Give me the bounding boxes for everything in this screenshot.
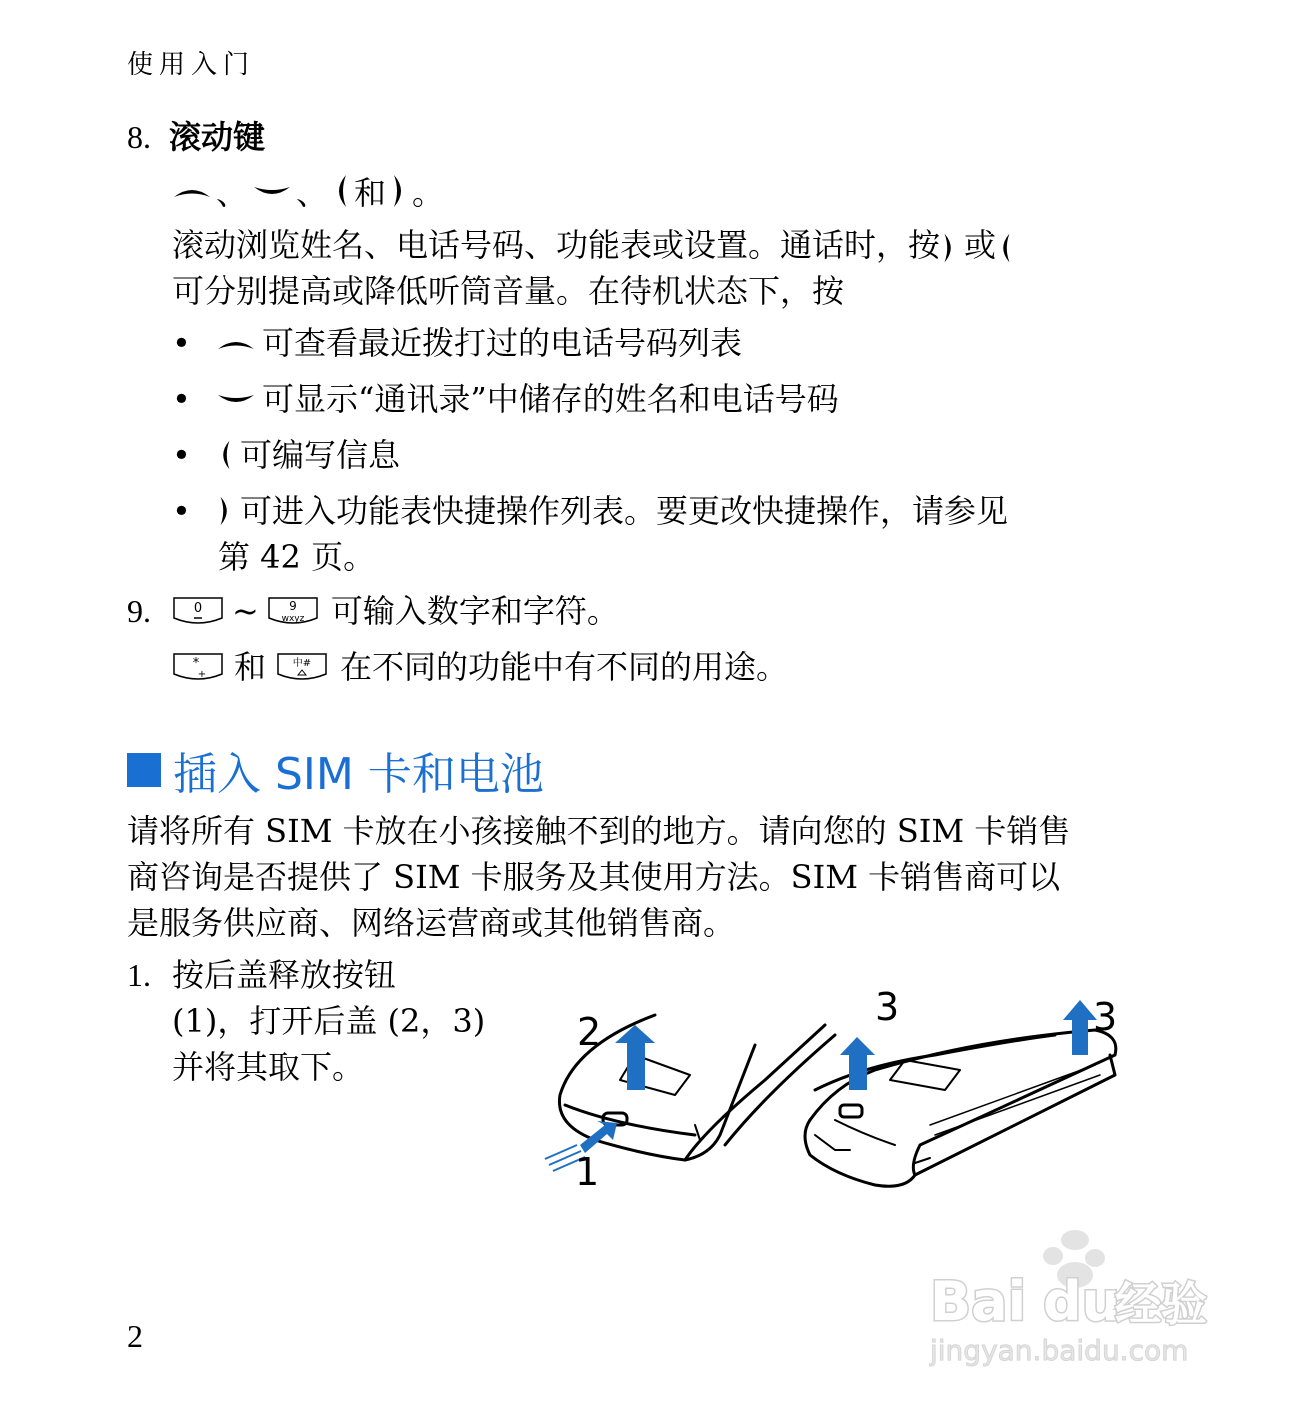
scroll-right-key-icon	[390, 173, 408, 209]
list-item-continuation: 第 42 页。	[218, 538, 376, 576]
heading-square-icon	[127, 753, 161, 787]
section-9-number: 9.	[127, 593, 151, 629]
intro-line: 是服务供应商、网络运营商或其他销售商。	[127, 904, 736, 942]
scroll-up-key-icon	[172, 181, 212, 201]
section-9-line-1: 9. 0 ~ 9 wxyz 可输入数字和字符。	[127, 588, 619, 634]
key-star-label: *	[192, 656, 200, 671]
step-1-number: 1.	[127, 957, 151, 993]
key-9-icon	[267, 594, 319, 628]
key-0-icon	[172, 594, 224, 628]
glyph-and: 和	[354, 174, 387, 212]
list-item: • 可查看最近拨打过的电话号码列表	[172, 320, 742, 366]
scroll-right-key-icon	[216, 495, 234, 527]
key-hash-label: 中#	[292, 658, 312, 669]
intro-line: 请将所有 SIM 卡放在小孩接触不到的地方。请向您的 SIM 卡销售	[127, 812, 1071, 850]
watermark-cn: 经验	[1115, 1277, 1207, 1331]
intro-paragraph	[127, 808, 1070, 946]
bullet-icon: •	[172, 380, 191, 418]
scroll-key-glyphs	[172, 168, 444, 214]
step-1-line-2: (1)，打开后盖 (2，3)	[172, 1002, 486, 1040]
page-number: 2	[127, 1318, 143, 1354]
baidu-jingyan-watermark	[925, 1220, 1235, 1370]
section-8-number: 8.	[127, 119, 151, 155]
glyph-end: 。	[412, 174, 445, 212]
glyph-separator: 、	[216, 174, 249, 212]
key-9-sub: wxyz	[281, 614, 305, 624]
key-star-sub: +	[197, 669, 207, 680]
label-2: 2	[577, 1010, 602, 1054]
bullet-icon: •	[172, 492, 191, 530]
scroll-left-key-icon	[996, 232, 1014, 264]
bullet-icon: •	[172, 436, 191, 474]
watermark-brand-du: du	[1043, 1270, 1121, 1333]
step-1-line-1: 1. 按后盖释放按钮	[127, 952, 396, 998]
scroll-up-key-icon	[216, 333, 256, 353]
description-line-2: 可分别提高或降低听筒音量。在待机状态下，按	[172, 272, 845, 310]
watermark-url: jingyan.baidu.com	[930, 1334, 1189, 1367]
key-hash-icon	[276, 650, 328, 684]
back-cover-removal-illustration	[535, 985, 1135, 1200]
key-9-label: 9	[288, 599, 297, 613]
section-8-title	[127, 112, 265, 158]
scroll-left-key-icon	[332, 173, 350, 209]
section-heading	[127, 738, 544, 802]
key-star-icon	[172, 650, 224, 684]
section-8-heading: 滚动键	[169, 118, 266, 156]
description-line-1: 滚动浏览姓名、电话号码、功能表或设置。通话时，按 或	[172, 222, 1014, 268]
list-item: • 可编写信息	[172, 432, 400, 478]
list-item: • 可显示“通讯录”中储存的姓名和电话号码	[172, 376, 839, 422]
bullet-icon: •	[172, 324, 191, 362]
label-3: 3	[875, 985, 900, 1029]
glyph-separator: 、	[296, 174, 329, 212]
intro-line: 商咨询是否提供了 SIM 卡服务及其使用方法。SIM 卡销售商可以	[127, 858, 1061, 896]
step-1-line-3: 并将其取下。	[172, 1048, 365, 1086]
section-heading-text: 插入 SIM 卡和电池	[173, 749, 544, 800]
list-item: • 可进入功能表快捷操作列表。要更改快捷操作，请参见	[172, 488, 1008, 534]
key-0-label: 0	[193, 601, 203, 616]
watermark-brand: Bai	[930, 1270, 1027, 1333]
scroll-key-description	[172, 222, 1014, 314]
scroll-down-key-icon	[252, 181, 292, 201]
scroll-right-key-icon	[940, 232, 958, 264]
section-9-line-2: * + 和 中# 在不同的功能中有不同的用途。	[172, 644, 788, 690]
label-3: 3	[1093, 995, 1118, 1039]
scroll-left-key-icon	[216, 439, 234, 471]
scroll-down-key-icon	[216, 389, 256, 409]
running-head: 使用入门	[127, 50, 256, 80]
label-1: 1	[575, 1150, 600, 1194]
